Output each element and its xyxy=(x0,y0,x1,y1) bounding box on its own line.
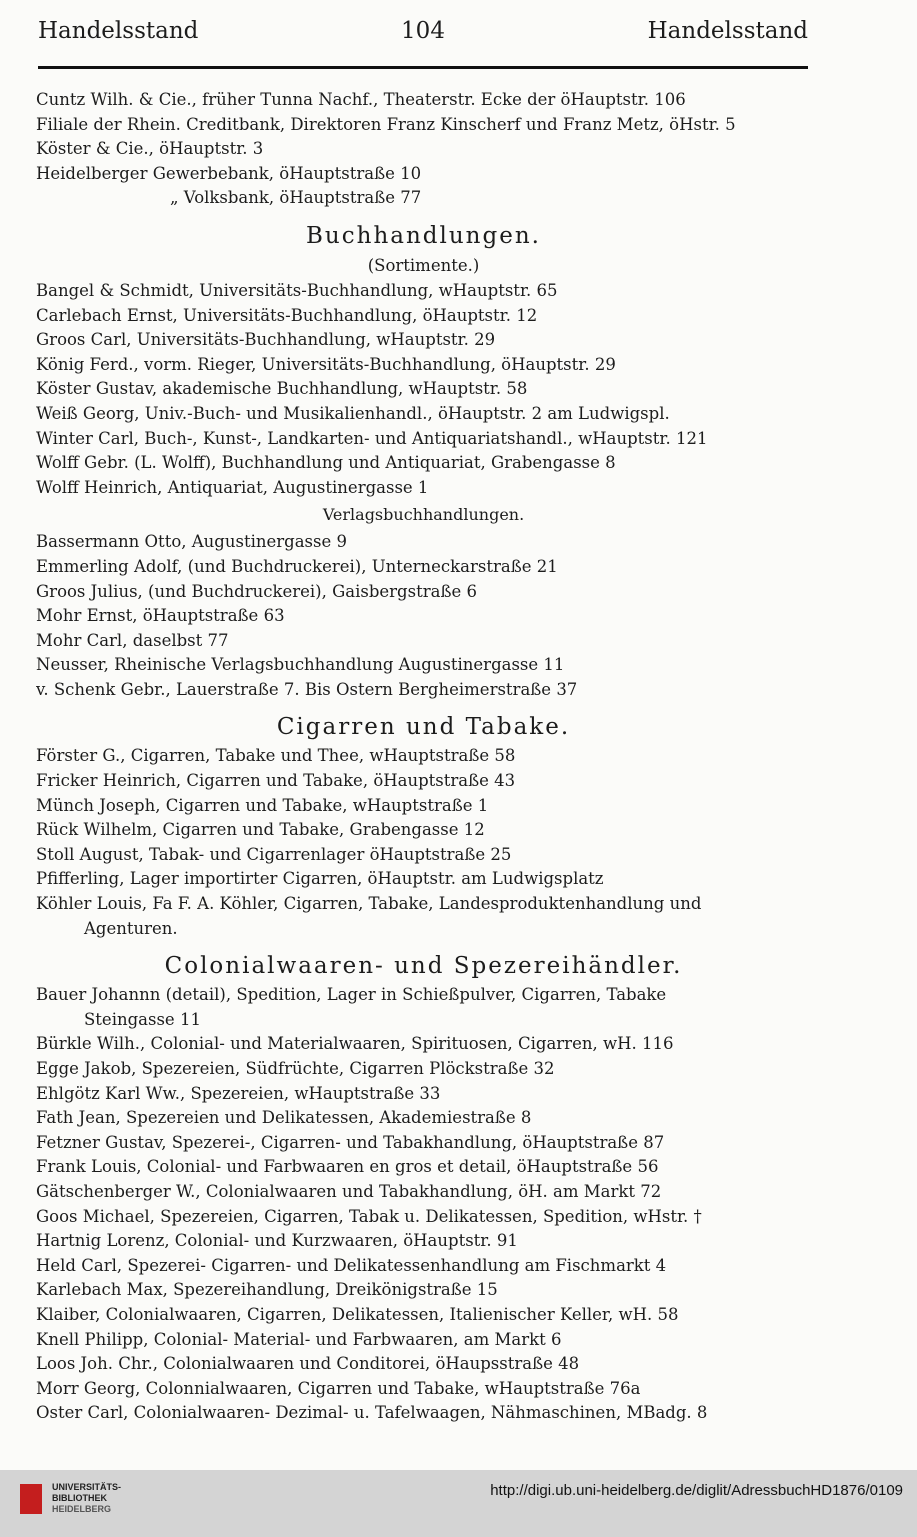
directory-entry: König Ferd., vorm. Rieger, Universitäts-Buchhandlung, öHauptstr. 29 xyxy=(36,354,616,374)
directory-entry: Filiale der Rhein. Creditbank, Direktoren Franz Kinscherf und Franz Metz, öHstr. 5 xyxy=(36,114,736,134)
directory-entry: Neusser, Rheinische Verlagsbuchhandlung Augustinergasse 11 xyxy=(36,655,565,675)
directory-entry: Weiß Georg, Univ.-Buch- und Musikalienhandl., öHauptstr. 2 am Ludwigspl. xyxy=(36,403,670,423)
page-header xyxy=(38,18,808,52)
directory-entry: Förster G., Cigarren, Tabake und Thee, wHauptstraße 58 xyxy=(36,746,516,766)
header-left-title: Handelsstand xyxy=(38,18,199,44)
directory-entry: Frank Louis, Colonial- und Farbwaaren en gros et detail, öHauptstraße 56 xyxy=(36,1157,659,1177)
directory-entry: Mohr Carl, daselbst 77 xyxy=(36,630,229,650)
directory-entry: Steingasse 11 xyxy=(84,1009,201,1029)
directory-entry: Egge Jakob, Spezereien, Südfrüchte, Cigarren Plöckstraße 32 xyxy=(36,1059,555,1078)
directory-entry: Groos Julius, (und Buchdruckerei), Gaisbergstraße 6 xyxy=(36,581,477,601)
directory-entry: Ehlgötz Karl Ww., Spezereien, wHauptstraße 33 xyxy=(36,1083,441,1103)
directory-content xyxy=(36,88,811,1426)
directory-entry: Köster Gustav, akademische Buchhandlung, wHauptstr. 58 xyxy=(36,379,528,399)
directory-entry: Morr Georg, Colonnialwaaren, Cigarren und Tabake, wHauptstraße 76a xyxy=(36,1378,641,1398)
section-heading: Colonialwaaren- und Spezereihändler. xyxy=(164,953,683,980)
directory-entry: Heidelberger Gewerbebank, öHauptstraße 10 xyxy=(36,163,422,183)
directory-entry: Klaiber, Colonialwaaren, Cigarren, Delikatessen, Italienischer Keller, wH. 58 xyxy=(36,1304,679,1324)
directory-entry: Münch Joseph, Cigarren und Tabake, wHauptstraße 1 xyxy=(36,795,489,815)
section-subheading: (Sortimente.) xyxy=(367,255,480,275)
directory-entry: Loos Joh. Chr., Colonialwaaren und Conditorei, öHaupsstraße 48 xyxy=(36,1354,580,1374)
section-subheading: Verlagsbuchhandlungen. xyxy=(322,505,525,525)
header-right-title: Handelsstand xyxy=(647,18,808,44)
directory-entry: Bangel & Schmidt, Universitäts-Buchhandlung, wHauptstr. 65 xyxy=(36,280,558,300)
directory-entry: Carlebach Ernst, Universitäts-Buchhandlung, öHauptstr. 12 xyxy=(36,305,538,325)
directory-entry: Cuntz Wilh. & Cie., früher Tunna Nachf., Theaterstr. Ecke der öHauptstr. 106 xyxy=(36,90,686,109)
directory-entry: Groos Carl, Universitäts-Buchhandlung, wHauptstr. 29 xyxy=(36,330,496,350)
directory-entry: v. Schenk Gebr., Lauerstraße 7. Bis Ostern Bergheimerstraße 37 xyxy=(36,679,578,699)
directory-entry: Held Carl, Spezerei- Cigarren- und Delikatessenhandlung am Fischmarkt 4 xyxy=(36,1255,667,1275)
directory-entry: Fath Jean, Spezereien und Delikatessen, Akademiestraße 8 xyxy=(36,1108,532,1128)
directory-entry: Pfifferling, Lager importirter Cigarren, öHauptstr. am Ludwigsplatz xyxy=(36,869,604,889)
logo-line: HEIDELBERG xyxy=(52,1504,112,1514)
directory-entry: Winter Carl, Buch-, Kunst-, Landkarten- und Antiquariatshandl., wHauptstr. 121 xyxy=(36,428,708,448)
header-rule xyxy=(38,66,808,69)
directory-entry: Wolff Gebr. (L. Wolff), Buchhandlung und Antiquariat, Grabengasse 8 xyxy=(36,453,616,473)
directory-entry: Goos Michael, Spezereien, Cigarren, Tabak u. Delikatessen, Spedition, wHstr. † xyxy=(36,1206,702,1226)
directory-entry: Mohr Ernst, öHauptstraße 63 xyxy=(36,606,285,626)
directory-entry: Oster Carl, Colonialwaaren- Dezimal- u. Tafelwaagen, Nähmaschinen, MBadg. 8 xyxy=(36,1403,708,1423)
directory-entry: Fetzner Gustav, Spezerei-, Cigarren- und Tabakhandlung, öHauptstraße 87 xyxy=(36,1132,665,1152)
directory-entry: Gätschenberger W., Colonialwaaren und Tabakhandlung, öH. am Markt 72 xyxy=(36,1181,662,1201)
directory-entry: Wolff Heinrich, Antiquariat, Augustinergasse 1 xyxy=(36,477,429,497)
library-footer xyxy=(0,1470,917,1537)
directory-entry: Köster & Cie., öHauptstr. 3 xyxy=(36,139,264,159)
directory-entry: Stoll August, Tabak- und Cigarrenlager öHauptstraße 25 xyxy=(36,844,512,864)
section-heading: Buchhandlungen. xyxy=(306,222,541,249)
directory-entry: Hartnig Lorenz, Colonial- und Kurzwaaren, öHauptstr. 91 xyxy=(36,1231,518,1251)
logo-line: BIBLIOTHEK xyxy=(52,1493,107,1503)
directory-entry: Emmerling Adolf, (und Buchdruckerei), Unterneckarstraße 21 xyxy=(36,556,558,576)
section-heading: Cigarren und Tabake. xyxy=(276,714,571,741)
directory-entry: Bauer Johannn (detail), Spedition, Lager in Schießpulver, Cigarren, Tabake xyxy=(36,985,667,1005)
directory-entry: Köhler Louis, Fa F. A. Köhler, Cigarren, Tabake, Landesproduktenhandlung und xyxy=(36,894,702,914)
directory-entry: Bürkle Wilh., Colonial- und Materialwaaren, Spirituosen, Cigarren, wH. 116 xyxy=(36,1034,674,1054)
source-url[interactable]: http://digi.ub.uni-heidelberg.de/diglit/AdressbuchHD1876/0109 xyxy=(490,1482,903,1499)
page-number: 104 xyxy=(401,18,445,44)
directory-entry: Bassermann Otto, Augustinergasse 9 xyxy=(36,532,347,552)
directory-entry: Agenturen. xyxy=(84,918,178,938)
directory-entry: „ Volksbank, öHauptstraße 77 xyxy=(170,188,422,208)
directory-entry: Knell Philipp, Colonial- Material- und Farbwaaren, am Markt 6 xyxy=(36,1329,562,1349)
logo-line: UNIVERSITÄTS- xyxy=(52,1482,122,1492)
library-logo-text xyxy=(52,1482,121,1515)
directory-entry: Karlebach Max, Spezereihandlung, Dreikönigstraße 15 xyxy=(36,1280,498,1300)
library-logo-icon xyxy=(20,1484,42,1514)
directory-entry: Rück Wilhelm, Cigarren und Tabake, Grabengasse 12 xyxy=(36,820,485,840)
directory-entry: Fricker Heinrich, Cigarren und Tabake, öHauptstraße 43 xyxy=(36,771,516,791)
